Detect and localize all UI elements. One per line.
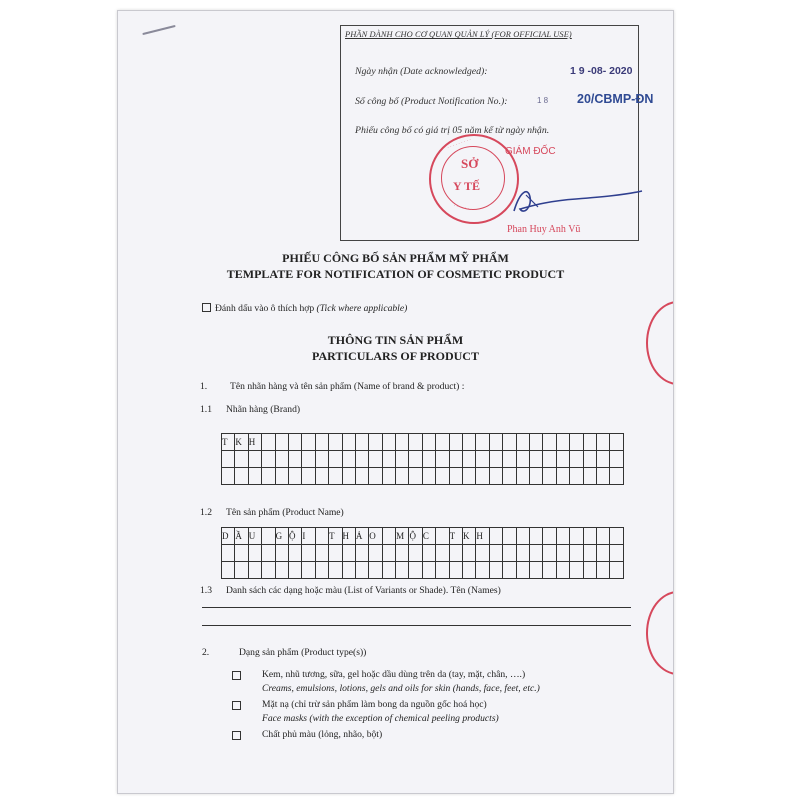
product-grid-cell	[436, 562, 449, 579]
item1-number: 1.	[200, 381, 208, 392]
pen-mark	[142, 25, 175, 35]
product-grid-cell	[396, 545, 409, 562]
brand-grid-cell	[529, 451, 542, 468]
brand-grid-cell	[570, 468, 583, 485]
brand-grid-cell	[516, 434, 529, 451]
brand-grid-cell	[235, 451, 248, 468]
brand-grid-cell	[262, 451, 275, 468]
brand-grid-row	[222, 451, 624, 468]
brand-grid-cell	[570, 434, 583, 451]
edge-seal-bottom	[646, 591, 674, 675]
product-grid-cell	[529, 562, 542, 579]
product-grid-cell	[355, 562, 368, 579]
brand-grid-cell	[529, 468, 542, 485]
brand-grid-cell	[396, 468, 409, 485]
product-grid-cell	[463, 562, 476, 579]
product-grid-cell	[275, 562, 288, 579]
product-grid-cell	[516, 562, 529, 579]
product-grid-cell: Ầ	[235, 528, 248, 545]
brand-grid-cell	[556, 434, 569, 451]
brand-grid-cell	[503, 451, 516, 468]
product-grid-cell: G	[275, 528, 288, 545]
brand-grid-cell	[449, 451, 462, 468]
product-grid-cell	[489, 545, 502, 562]
product-grid-cell	[302, 545, 315, 562]
brand-grid-cell	[422, 434, 435, 451]
date-acknowledged-label: Ngày nhận (Date acknowledged):	[355, 66, 488, 77]
product-number: 1.2	[200, 507, 212, 518]
product-grid-cell	[315, 562, 328, 579]
product-grid-cell	[235, 562, 248, 579]
product-grid-cell	[262, 528, 275, 545]
product-grid-cell: T	[329, 528, 342, 545]
product-grid-cell	[543, 562, 556, 579]
product-grid-cell: Ộ	[409, 528, 422, 545]
director-name: Phan Huy Anh Vũ	[507, 224, 581, 235]
brand-grid-cell	[355, 468, 368, 485]
brand-grid-cell	[382, 451, 395, 468]
notification-number-value: 20/CBMP-ĐN	[577, 92, 654, 106]
brand-grid-cell	[596, 468, 609, 485]
type-option-3-checkbox[interactable]	[232, 731, 241, 740]
product-grid-cell	[610, 562, 623, 579]
product-grid-cell	[262, 545, 275, 562]
product-grid-cell	[342, 562, 355, 579]
product-grid-cell	[543, 528, 556, 545]
product-grid-cell	[342, 545, 355, 562]
product-grid-cell	[583, 562, 596, 579]
product-grid-cell	[516, 528, 529, 545]
product-grid-cell	[369, 545, 382, 562]
product-grid-row	[222, 562, 624, 579]
director-signature	[506, 181, 646, 221]
brand-grid-cell	[275, 434, 288, 451]
product-grid-cell	[235, 545, 248, 562]
product-grid-cell: O	[369, 528, 382, 545]
brand-grid-cell	[315, 468, 328, 485]
product-grid-cell	[422, 562, 435, 579]
product-name-grid	[221, 527, 624, 579]
product-grid-cell: T	[449, 528, 462, 545]
brand-grid-cell	[583, 434, 596, 451]
product-grid-row	[222, 528, 624, 545]
brand-grid-cell	[556, 451, 569, 468]
brand-grid-cell	[315, 434, 328, 451]
product-grid-cell: M	[396, 528, 409, 545]
product-grid-cell	[396, 562, 409, 579]
brand-grid-cell	[369, 451, 382, 468]
brand-grid-cell	[329, 468, 342, 485]
brand-grid-cell	[436, 468, 449, 485]
item1-label: Tên nhãn hàng và tên sản phẩm (Name of brand & product) :	[230, 381, 465, 392]
product-grid-cell	[529, 545, 542, 562]
product-grid-cell	[275, 545, 288, 562]
product-grid-cell: K	[463, 528, 476, 545]
tick-instruction: Đánh dấu vào ô thích hợp (Tick where applicable)	[202, 303, 407, 314]
brand-grid-cell	[275, 451, 288, 468]
seal-text-line1: SỞ	[461, 156, 479, 171]
product-grid-cell	[409, 545, 422, 562]
brand-grid-cell	[596, 451, 609, 468]
brand-grid-cell	[396, 451, 409, 468]
brand-grid-cell	[610, 434, 623, 451]
brand-grid-cell	[222, 451, 235, 468]
brand-grid-cell	[409, 434, 422, 451]
brand-grid-cell	[248, 451, 261, 468]
product-grid-cell	[302, 562, 315, 579]
product-grid-cell	[556, 545, 569, 562]
brand-grid-cell	[235, 468, 248, 485]
brand-grid-cell	[476, 468, 489, 485]
product-grid-cell	[570, 528, 583, 545]
product-grid-cell	[222, 562, 235, 579]
product-grid-cell	[583, 528, 596, 545]
variants-line-2	[202, 625, 631, 626]
brand-grid-cell	[503, 434, 516, 451]
date-acknowledged-value: 1 9 -08- 2020	[570, 65, 633, 77]
brand-grid-cell	[302, 468, 315, 485]
product-grid-cell	[610, 545, 623, 562]
product-grid-cell	[409, 562, 422, 579]
product-grid-cell	[583, 545, 596, 562]
brand-grid-cell	[583, 468, 596, 485]
brand-grid-cell	[382, 434, 395, 451]
product-grid-cell	[529, 528, 542, 545]
brand-grid-cell	[422, 468, 435, 485]
brand-grid-cell	[382, 468, 395, 485]
brand-grid-cell	[275, 468, 288, 485]
official-seal: · · · · · · · · · · · · · · · · SỞ Y TẾ	[429, 134, 519, 224]
document-title-en: TEMPLATE FOR NOTIFICATION OF COSMETIC PRODUCT	[226, 267, 565, 281]
brand-grid-cell: H	[248, 434, 261, 451]
brand-grid-cell: T	[222, 434, 235, 451]
product-grid-cell	[596, 545, 609, 562]
brand-grid-cell	[489, 434, 502, 451]
brand-grid-cell	[302, 451, 315, 468]
variants-number: 1.3	[200, 585, 212, 596]
brand-grid-cell	[449, 434, 462, 451]
section-title-en: PARTICULARS OF PRODUCT	[312, 349, 479, 363]
brand-grid-cell	[288, 451, 301, 468]
variants-label: Danh sách các dạng hoặc màu (List of Variants or Shade). Tên (Names)	[226, 585, 501, 596]
brand-grid-cell	[610, 468, 623, 485]
brand-grid-cell	[463, 434, 476, 451]
product-grid-cell	[543, 545, 556, 562]
brand-grid-cell	[463, 468, 476, 485]
product-grid-cell	[369, 562, 382, 579]
brand-grid-cell	[409, 451, 422, 468]
brand-grid-cell	[556, 468, 569, 485]
notification-number-prefix: 1 8	[537, 96, 549, 105]
product-grid-cell	[382, 562, 395, 579]
brand-grid-cell	[529, 434, 542, 451]
product-grid-cell	[476, 562, 489, 579]
brand-grid-row	[222, 434, 624, 451]
product-grid-cell	[463, 545, 476, 562]
product-grid-cell	[436, 545, 449, 562]
product-grid-cell	[516, 545, 529, 562]
official-use-box	[340, 25, 654, 241]
section-title-vi: THÔNG TIN SẢN PHẨM	[327, 333, 464, 347]
product-grid-cell: C	[422, 528, 435, 545]
product-grid-cell	[329, 545, 342, 562]
brand-grid-cell	[422, 451, 435, 468]
official-use-title: PHẦN DÀNH CHO CƠ QUAN QUẢN LÝ (FOR OFFICIAL USE)	[345, 30, 572, 39]
validity-note: Phiếu công bố có giá trị 05 năm kể từ ngày nhận.	[355, 125, 550, 136]
product-grid-cell	[570, 545, 583, 562]
brand-grid-cell	[583, 451, 596, 468]
product-grid-cell	[222, 545, 235, 562]
brand-grid-cell	[396, 434, 409, 451]
brand-grid-cell	[436, 451, 449, 468]
brand-grid-cell	[315, 451, 328, 468]
product-grid-cell	[489, 528, 502, 545]
product-grid-cell	[288, 545, 301, 562]
product-grid-cell	[422, 545, 435, 562]
checkbox-icon	[202, 303, 211, 312]
brand-grid-row	[222, 468, 624, 485]
product-grid-cell	[288, 562, 301, 579]
brand-grid-cell	[516, 451, 529, 468]
product-grid-cell	[382, 545, 395, 562]
brand-grid-cell	[355, 451, 368, 468]
product-grid-cell	[449, 545, 462, 562]
brand-grid-cell	[489, 451, 502, 468]
brand-grid-cell	[342, 468, 355, 485]
product-grid-cell: U	[248, 528, 261, 545]
brand-grid-cell	[516, 468, 529, 485]
product-grid-cell	[248, 545, 261, 562]
type-label: Dạng sản phẩm (Product type(s))	[239, 647, 367, 658]
document-page: PHẦN DÀNH CHO CƠ QUAN QUẢN LÝ (FOR OFFICIAL USE) Ngày nhận (Date acknowledged): 1 9 -08- 2020 Số công bố (Product Notification No.): 1 8 20/CBMP-ĐN Phiếu công bố có giá trị 05 năm kể từ ngày nhận. · · · · · · · · · · · · · · · · SỞ Y TẾ GIÁM ĐỐC Phan Huy Anh Vũ PHIẾU CÔNG BỐ SẢN PHẨM MỸ PHẨM TEMPLATE FOR NOTIFICATION OF COSMETIC PRODUCT Đánh dấu vào ô thích hợp (Tick where applicable) THÔNG TIN SẢN PHẨM PARTICULARS OF PRODUCT 1. Tên nhãn hàng và tên sản phẩm (Name of brand & product) : 1.1 Nhãn hàng (Brand) T K H 1.2 Tên sản phẩm (Product Name) D Ầ U G Ộ I T H Ả O M Ộ C T K H 1.3 Danh sách các dạng hoặc màu (List of Variants or Shade). Tên (Names) 2. Dạng sản phẩm (Product type(s)) Kem, nhũ tương, sữa, gel hoặc dầu dùng trên da (tay, mặt, chân, ….) Creams, emulsions, lotions, gels and oils for skin (hands, face, feet, etc.) Mặt nạ (chỉ trừ sản phẩm làm bong da nguồn gốc hoá học) Face masks (with the exception of chemical peeling products) Chất phủ màu (lỏng, nhão, bột)	[117, 10, 674, 794]
product-grid-cell	[489, 562, 502, 579]
brand-grid-cell	[449, 468, 462, 485]
brand-grid-cell	[288, 468, 301, 485]
product-grid-cell	[315, 545, 328, 562]
brand-label: Nhãn hàng (Brand)	[226, 404, 301, 415]
brand-grid-cell	[543, 434, 556, 451]
type-option-2-checkbox[interactable]	[232, 701, 241, 710]
brand-grid-cell	[476, 434, 489, 451]
brand-grid-cell	[489, 468, 502, 485]
product-grid-cell	[503, 528, 516, 545]
brand-grid-cell	[262, 468, 275, 485]
brand-grid-cell	[409, 468, 422, 485]
product-grid-cell: I	[302, 528, 315, 545]
product-grid-cell	[436, 528, 449, 545]
brand-grid-cell	[248, 468, 261, 485]
brand-grid-cell	[329, 434, 342, 451]
document-title-vi: PHIẾU CÔNG BỐ SẢN PHẨM MỸ PHẨM	[282, 251, 509, 265]
product-grid-cell: H	[476, 528, 489, 545]
brand-grid-cell	[610, 451, 623, 468]
edge-seal-top	[646, 301, 674, 385]
brand-grid-cell	[355, 434, 368, 451]
brand-grid-cell	[288, 434, 301, 451]
brand-grid-cell	[463, 451, 476, 468]
product-grid-cell	[476, 545, 489, 562]
brand-grid-cell	[369, 434, 382, 451]
product-grid-cell	[556, 528, 569, 545]
product-grid-row	[222, 545, 624, 562]
product-grid-cell	[355, 545, 368, 562]
brand-grid-cell	[476, 451, 489, 468]
type-number: 2.	[202, 647, 210, 658]
product-grid-cell	[596, 562, 609, 579]
product-grid-cell	[503, 562, 516, 579]
director-title: GIÁM ĐỐC	[505, 146, 556, 157]
brand-grid-cell	[596, 434, 609, 451]
brand-grid-cell	[302, 434, 315, 451]
brand-grid-cell: K	[235, 434, 248, 451]
brand-grid-cell	[329, 451, 342, 468]
product-grid-cell	[570, 562, 583, 579]
product-grid-cell: D	[222, 528, 235, 545]
product-grid-cell: Ộ	[288, 528, 301, 545]
product-grid-cell	[610, 528, 623, 545]
brand-grid-cell	[503, 468, 516, 485]
product-grid-cell	[329, 562, 342, 579]
product-grid-cell	[248, 562, 261, 579]
product-grid-cell	[262, 562, 275, 579]
product-grid-cell	[382, 528, 395, 545]
brand-grid-cell	[436, 434, 449, 451]
brand-grid-cell	[369, 468, 382, 485]
brand-grid-cell	[342, 451, 355, 468]
product-grid-cell	[315, 528, 328, 545]
brand-grid	[221, 433, 624, 485]
product-grid-cell	[449, 562, 462, 579]
notification-number-label: Số công bố (Product Notification No.):	[355, 96, 508, 107]
brand-grid-cell	[262, 434, 275, 451]
product-grid-cell	[596, 528, 609, 545]
brand-grid-cell	[543, 451, 556, 468]
product-grid-cell	[556, 562, 569, 579]
product-grid-cell: H	[342, 528, 355, 545]
brand-grid-cell	[222, 468, 235, 485]
brand-grid-cell	[543, 468, 556, 485]
brand-grid-cell	[342, 434, 355, 451]
variants-line-1	[202, 607, 631, 608]
product-grid-cell: Ả	[355, 528, 368, 545]
type-option-1-checkbox[interactable]	[232, 671, 241, 680]
brand-number: 1.1	[200, 404, 212, 415]
seal-text-line2: Y TẾ	[453, 179, 481, 193]
brand-grid-cell	[570, 451, 583, 468]
product-label: Tên sản phẩm (Product Name)	[226, 507, 344, 518]
product-grid-cell	[503, 545, 516, 562]
